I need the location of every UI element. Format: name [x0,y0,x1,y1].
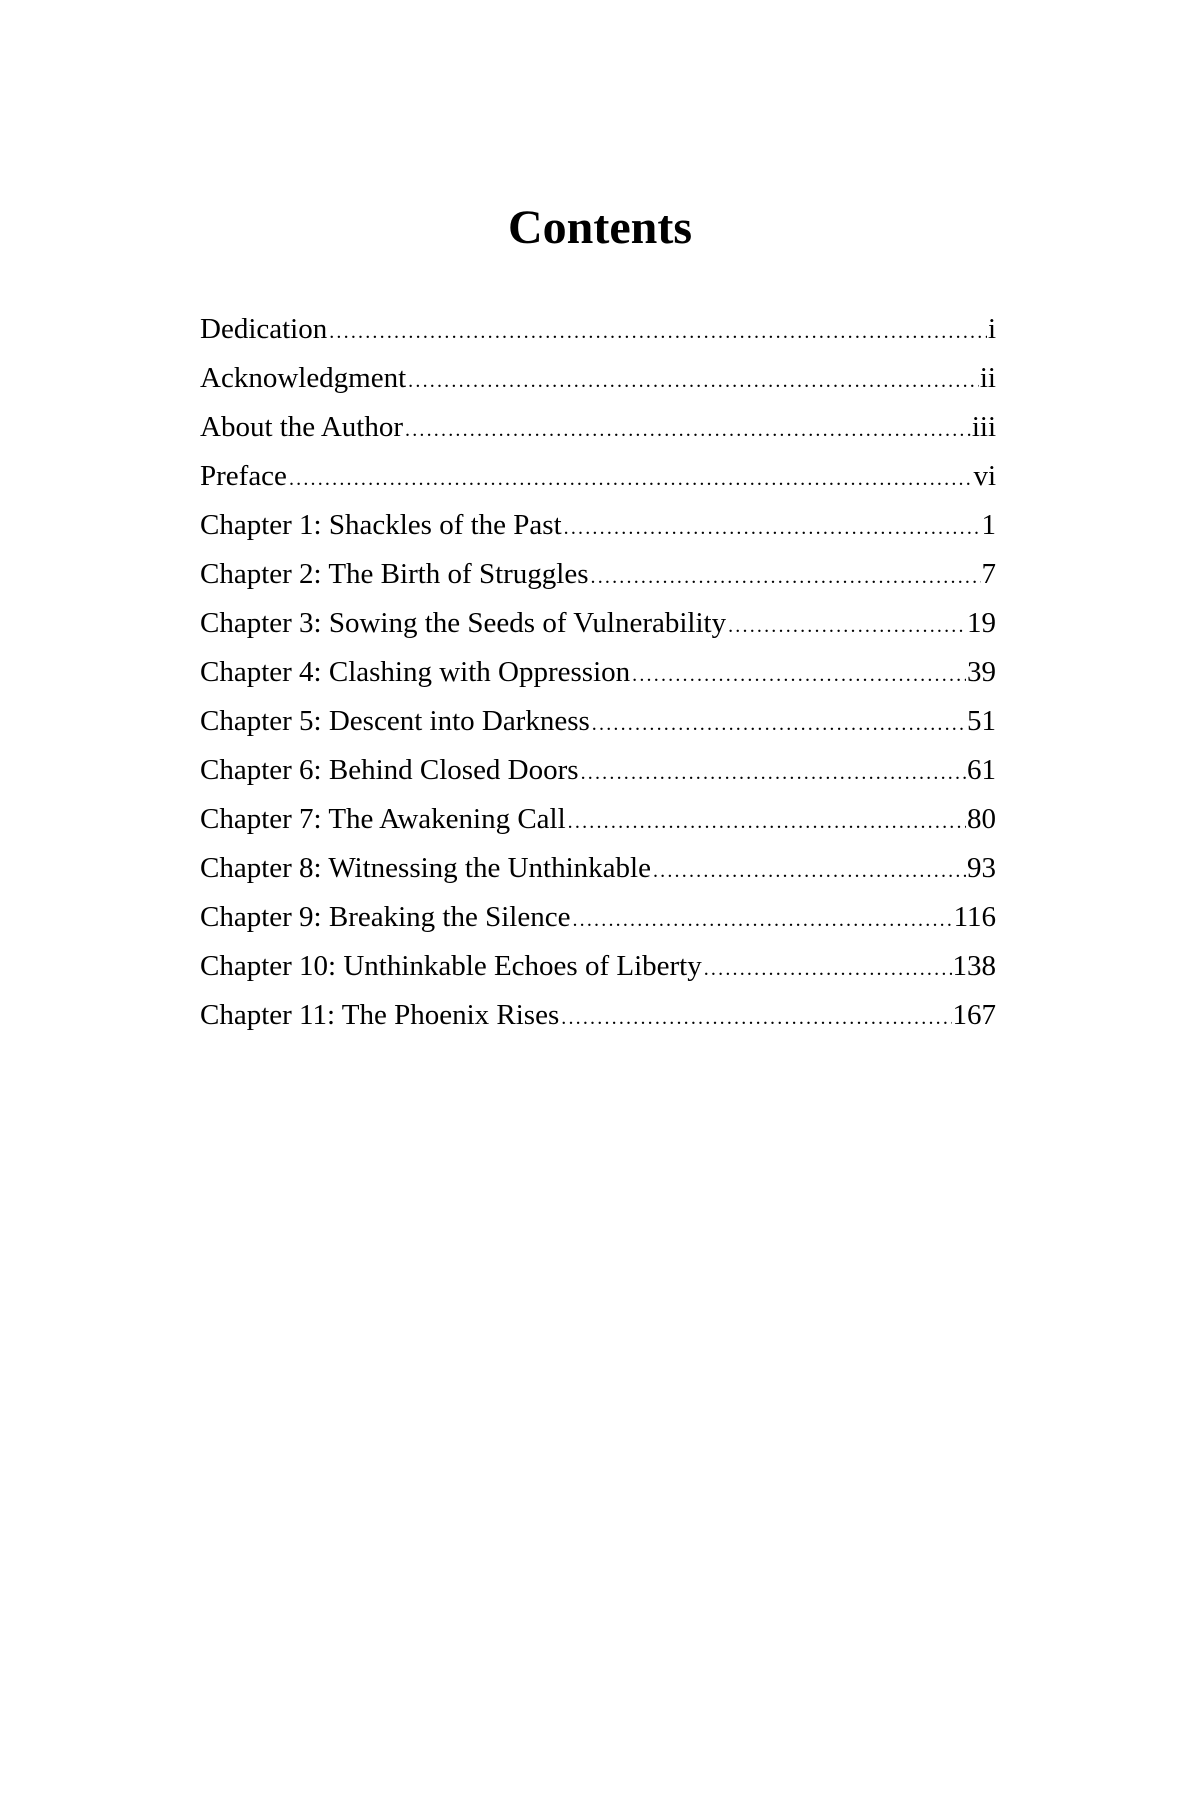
toc-page-number: 93 [967,852,996,884]
toc-page-number: 167 [952,999,996,1031]
dot-leader [572,896,952,945]
toc-entry-chapter-6[interactable] [200,746,996,795]
toc-entry-label: Chapter 6: Behind Closed Doors [200,754,579,786]
toc-page-number: 138 [952,950,996,982]
toc-entry-label: Chapter 4: Clashing with Oppression [200,656,631,688]
dot-leader [561,994,951,1043]
toc-page-number: 116 [953,901,996,933]
toc-entry-label: Chapter 3: Sowing the Seeds of Vulnerability [200,607,727,639]
toc-entry-chapter-10[interactable] [200,942,996,991]
page-title: Contents [507,201,692,254]
toc-entry-chapter-8[interactable] [200,844,996,893]
toc-page-number: ii [979,362,996,394]
toc-page-number: 39 [967,656,996,688]
toc-entry-chapter-11[interactable] [200,991,996,1040]
dot-leader [329,308,987,357]
toc-entry-chapter-4[interactable] [200,648,996,697]
dot-leader [405,406,971,455]
dot-leader [564,504,981,553]
toc-entry-chapter-5[interactable] [200,697,996,746]
toc-entry-acknowledgment[interactable] [200,354,996,403]
dot-leader [581,749,966,798]
toc-entry-label: Chapter 2: The Birth of Struggles [200,558,589,590]
toc-page-number: i [987,313,996,345]
toc-page-number: 51 [967,705,996,737]
toc-entry-about-the-author[interactable] [200,403,996,452]
dot-leader [704,945,952,994]
dot-leader [728,602,966,651]
dot-leader [289,455,973,504]
toc-page-number: 19 [967,607,996,639]
toc-entry-chapter-9[interactable] [200,893,996,942]
dot-leader [568,798,966,847]
toc-page-number: vi [973,460,996,492]
toc-page-number: 61 [967,754,996,786]
toc-entry-label: Chapter 9: Breaking the Silence [200,901,571,933]
toc-entry-label: Dedication [200,313,328,345]
toc-entry-label: About the Author [200,411,403,443]
dot-leader [653,847,966,896]
toc-entry-chapter-3[interactable] [200,599,996,648]
toc-entry-dedication[interactable] [200,305,996,354]
toc-entry-label: Chapter 10: Unthinkable Echoes of Liberty [200,950,702,982]
toc-page-number: iii [971,411,996,443]
toc-page-number: 80 [967,803,996,835]
toc-entry-chapter-7[interactable] [200,795,996,844]
toc-entry-chapter-1[interactable] [200,501,996,550]
dot-leader [408,357,979,406]
toc-page-number: 7 [981,558,996,590]
dot-leader [632,651,966,700]
dot-leader [591,553,981,602]
toc-entry-label: Chapter 5: Descent into Darkness [200,705,590,737]
toc-entry-label: Chapter 7: The Awakening Call [200,803,566,835]
toc-entry-label: Chapter 1: Shackles of the Past [200,509,562,541]
toc-entry-label: Acknowledgment [200,362,407,394]
toc-entry-label: Chapter 8: Witnessing the Unthinkable [200,852,651,884]
toc-entry-chapter-2[interactable] [200,550,996,599]
toc-entry-label: Preface [200,460,287,492]
table-of-contents [200,305,996,1040]
toc-entry-preface[interactable] [200,452,996,501]
dot-leader [592,700,966,749]
toc-entry-label: Chapter 11: The Phoenix Rises [200,999,560,1031]
toc-page-number: 1 [981,509,996,541]
